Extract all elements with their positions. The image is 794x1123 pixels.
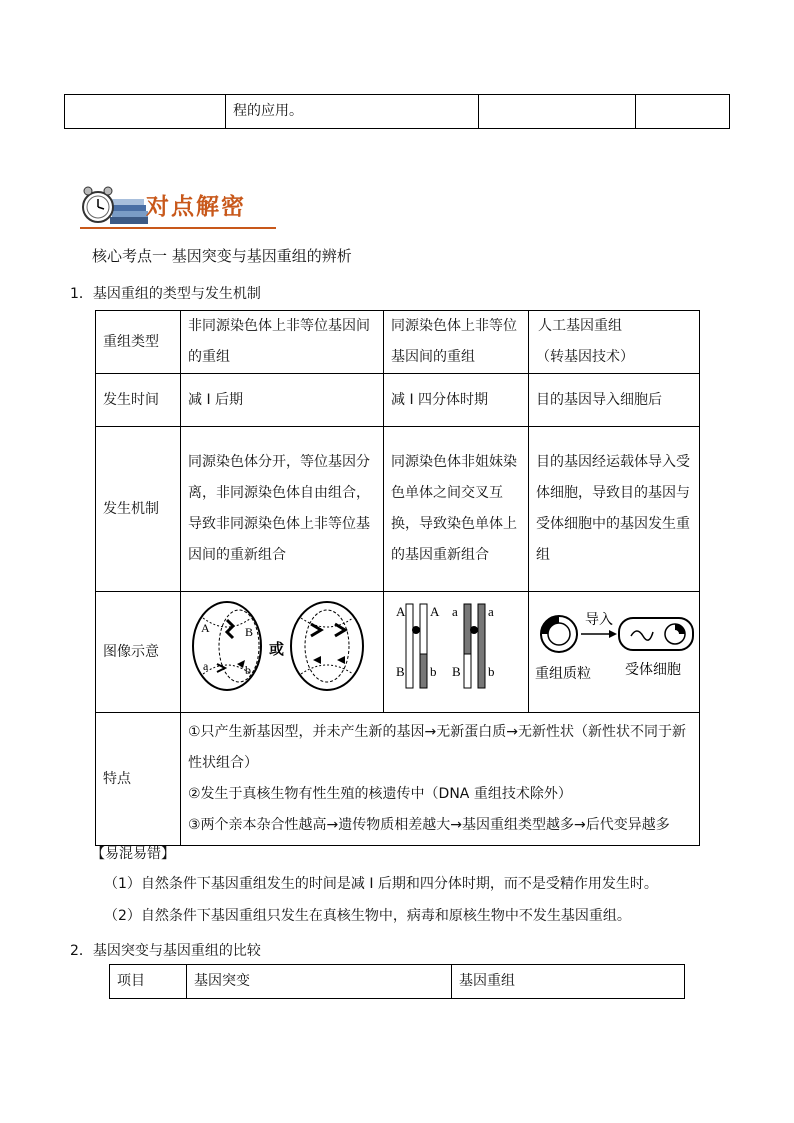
table-header-cell: 项目 — [110, 965, 187, 999]
comparison-table — [109, 964, 685, 999]
table-cell: 目的基因经运载体导入受体细胞，导致目的基因与受体细胞中的基因发生重组 — [529, 427, 700, 592]
table-row — [65, 95, 730, 129]
numbered-heading: 1．基因重组的类型与发生机制 — [70, 286, 261, 302]
feature-line: ②发生于真核生物有性生殖的核遗传中（DNA 重组技术除外） — [188, 786, 572, 802]
or-connector: 或 — [269, 642, 285, 658]
recombination-mechanism-table — [95, 310, 700, 846]
table-cell: 同源染色体非姐妹染色单体之间交叉互换，导致染色单体上的基因重新组合 — [384, 427, 529, 592]
allele-label: A — [396, 604, 406, 619]
row-label: 重组类型 — [96, 311, 181, 374]
plasmid-caption: 重组质粒 — [535, 666, 591, 682]
row-label: 发生时间 — [96, 374, 181, 427]
table-header-cell: 基因重组 — [452, 965, 685, 999]
allele-label: b — [430, 664, 437, 679]
table-cell: 程的应用。 — [226, 95, 479, 129]
banner-underline — [80, 227, 276, 229]
pitfall-line: （2）自然条件下基因重组只发生在真核生物中，病毒和原核生物中不发生基因重组。 — [104, 908, 631, 924]
allele-label: b — [488, 664, 495, 679]
table-cell — [636, 95, 730, 129]
table-row — [110, 965, 685, 999]
cell-text: （转基因技术） — [536, 349, 634, 365]
table-row — [96, 311, 700, 374]
feature-cell — [181, 713, 700, 846]
allele-label: B — [245, 625, 254, 639]
table-cell — [529, 592, 700, 713]
table-header-cell: 基因突变 — [187, 965, 452, 999]
table-row — [96, 374, 700, 427]
row-label: 发生机制 — [96, 427, 181, 592]
allele-label: B — [452, 664, 461, 679]
allele-label: a — [488, 604, 494, 619]
allele-label: A — [430, 604, 440, 619]
arrow-label: 导入 — [585, 612, 613, 628]
table-row — [96, 713, 700, 846]
table-cell — [181, 311, 384, 374]
table-cell — [479, 95, 636, 129]
cell-text: 人工基因重组 — [538, 318, 622, 334]
numbered-heading: 2．基因突变与基因重组的比较 — [70, 943, 261, 959]
independent-assortment-diagram — [181, 592, 379, 700]
feature-line: ①只产生新基因型，并未产生新的基因→无新蛋白质→无新性状（新性状不同于新性状组合） — [188, 724, 687, 771]
cell-text: 同源染色体上非等位基因间的重组 — [391, 318, 517, 365]
table-cell: 同源染色体分开，等位基因分离，非同源染色体自由组合，导致非同源染色体上非等位基因间的重新组合 — [181, 427, 384, 592]
allele-label: a — [452, 604, 458, 619]
table-cell — [529, 311, 700, 374]
table-cell — [65, 95, 226, 129]
row-label: 特点 — [96, 713, 181, 846]
pitfall-line: （1）自然条件下基因重组发生的时间是减 I 后期和四分体时期，而不是受精作用发生时。 — [104, 876, 658, 892]
table-cell: 减 I 四分体时期 — [384, 374, 529, 427]
table-row — [96, 427, 700, 592]
table-cell — [384, 311, 529, 374]
row-label: 图像示意 — [96, 592, 181, 713]
table-cell: 目的基因导入细胞后 — [529, 374, 700, 427]
table-cell — [181, 592, 384, 713]
section-heading: 核心考点一 基因突变与基因重组的辨析 — [92, 247, 352, 265]
table-row — [96, 592, 700, 713]
feature-line: ③两个亲本杂合性越高→遗传物质相差越大→基因重组类型越多→后代变异越多 — [188, 817, 670, 833]
allele-label: B — [396, 664, 405, 679]
gene-transfer-diagram — [529, 592, 699, 700]
previous-table-fragment — [64, 94, 730, 129]
table-cell: 减 I 后期 — [181, 374, 384, 427]
allele-label: b — [245, 663, 251, 677]
crossing-over-diagram — [384, 592, 514, 700]
banner-title: 对点解密 — [146, 193, 246, 220]
allele-label: A — [201, 621, 210, 635]
recipient-caption: 受体细胞 — [625, 662, 681, 678]
table-cell — [384, 592, 529, 713]
pitfall-title: 【易混易错】 — [91, 846, 175, 862]
allele-label: a — [203, 659, 209, 673]
cell-text: 非同源染色体上非等位基因间的重组 — [188, 318, 370, 365]
